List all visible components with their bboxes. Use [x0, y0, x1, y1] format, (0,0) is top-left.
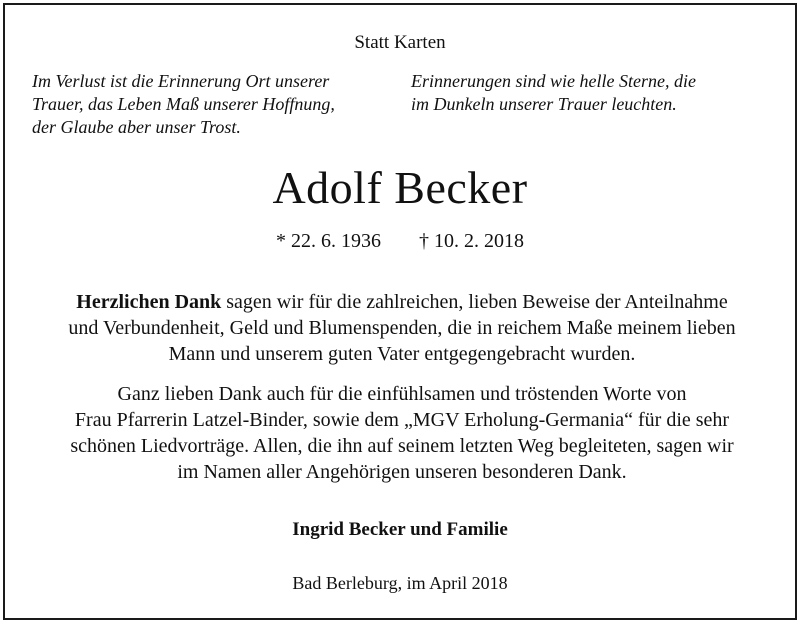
thanks-paragraph-2: Ganz lieben Dank auch für die einfühlsamen und tröstenden Worte von Frau Pfarrerin Latzel-Binder, sowie dem „MGV Erholung-Germania“ für die sehr schönen Liedvorträge. Allen, die ihn auf seinem letzten Weg begleiteten, sagen wir im Namen aller Angehörigen unseren besonderen Dank. [70, 383, 734, 483]
death-date: † 10. 2. 2018 [419, 230, 524, 252]
notice-header: Statt Karten [354, 32, 446, 53]
life-dates [5, 228, 795, 254]
deceased-name: Adolf Becker [272, 162, 528, 213]
obituary-notice [3, 3, 797, 620]
place-date: Bad Berleburg, im April 2018 [292, 573, 508, 593]
thanks-paragraph-1 [15, 289, 789, 367]
thanks-lead: Herzlichen Dank [76, 291, 222, 313]
quote-left: Im Verlust ist die Erinnerung Ort unserer Trauer, das Leben Maß unserer Hoffnung, der Glaube aber unser Trost. [32, 71, 335, 137]
signature: Ingrid Becker und Familie [292, 519, 508, 540]
birth-date: * 22. 6. 1936 [276, 230, 381, 252]
quote-right: Erinnerungen sind wie helle Sterne, die im Dunkeln unserer Trauer leuchten. [411, 71, 696, 114]
thanks-text: sagen wir für die zahlreichen, lieben Beweise der Anteilnahme und Verbundenheit, Geld und Blumenspenden, die in reichem Maße meinem lieben Mann und unserem guten Vater entgegengebracht wurden. [68, 291, 736, 365]
